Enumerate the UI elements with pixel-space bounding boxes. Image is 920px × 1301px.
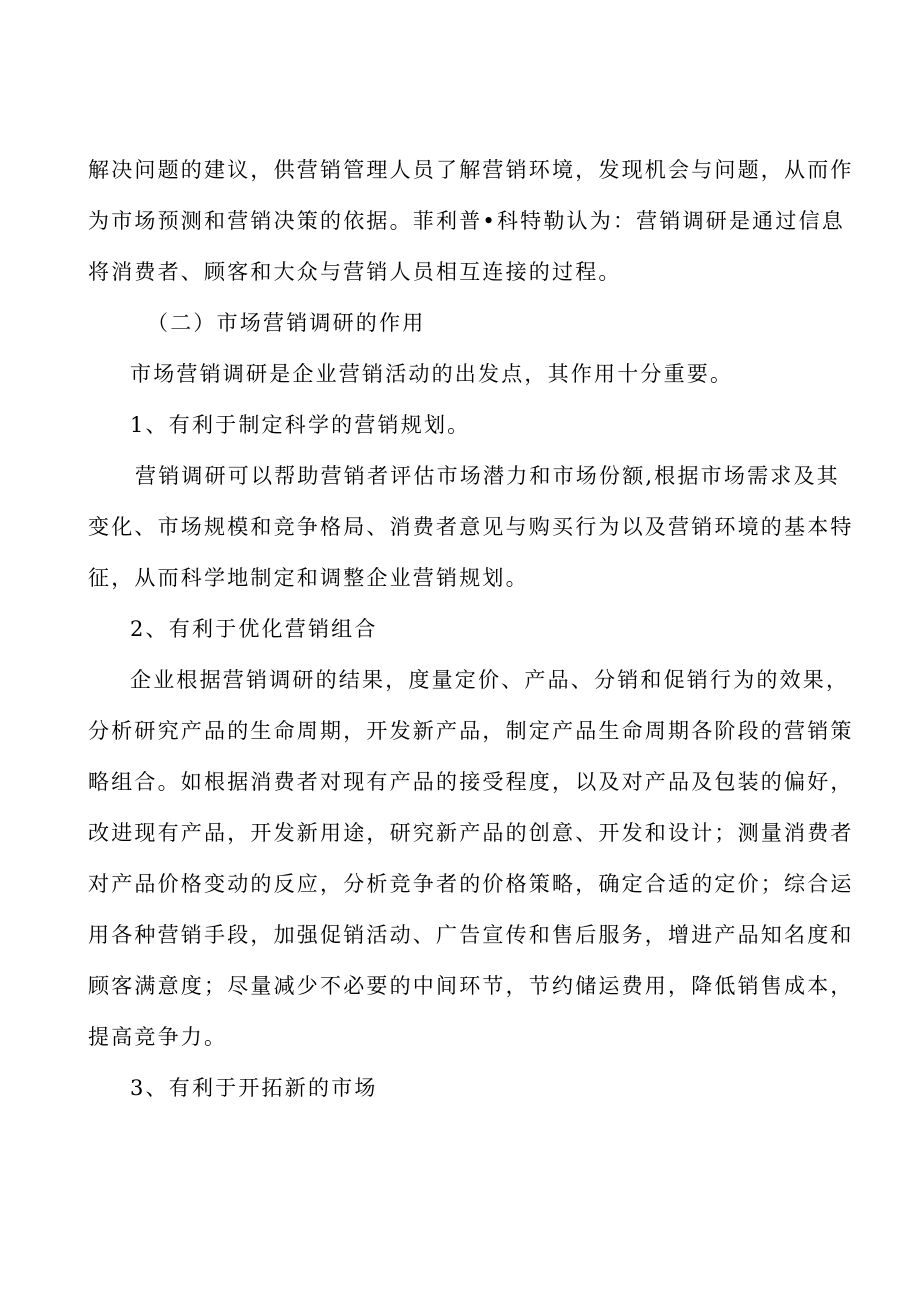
- item-title-1: 1、有利于制定科学的营销规划。: [130, 413, 471, 437]
- paragraph-line: 为市场预测和营销决策的依据。菲利普•科特勒认为：营销调研是通过信息: [88, 209, 845, 233]
- paragraph-line: 分析研究产品的生命周期，开发新产品，制定产品生命周期各阶段的营销策: [88, 719, 854, 743]
- paragraph-line: 改进现有产品，开发新用途，研究新产品的创意、开发和设计；测量消费者: [88, 821, 854, 845]
- paragraph-line: 营销调研可以帮助营销者评估市场潜力和市场份额,根据市场需求及其: [135, 464, 840, 488]
- paragraph-line: 将消费者、顾客和大众与营销人员相互连接的过程。: [88, 260, 622, 284]
- item-title-2: 2、有利于优化营销组合: [130, 617, 378, 641]
- paragraph-line: 变化、市场规模和竞争格局、消费者意见与购买行为以及营销环境的基本特: [88, 515, 854, 539]
- section-heading: （二）市场营销调研的作用: [147, 311, 426, 335]
- paragraph-line: 顾客满意度；尽量减少不必要的中间环节，节约储运费用，降低销售成本，: [88, 974, 854, 998]
- paragraph-line: 解决问题的建议，供营销管理人员了解营销环境，发现机会与问题，从而作: [88, 158, 854, 182]
- paragraph-line: 提高竞争力。: [88, 1025, 228, 1049]
- paragraph-text: 市场营销调研是企业营销活动的出发点，其作用十分重要。: [130, 362, 734, 386]
- item-title-3: 3、有利于开拓新的市场: [130, 1076, 378, 1100]
- paragraph-line: 征，从而科学地制定和调整企业营销规划。: [88, 566, 529, 590]
- paragraph-line: 用各种营销手段，加强促销活动、广告宣传和售后服务，增进产品知名度和: [88, 923, 854, 947]
- paragraph-line: 企业根据营销调研的结果，度量定价、产品、分销和促销行为的效果，: [130, 668, 850, 692]
- paragraph-line: 对产品价格变动的反应，分析竞争者的价格策略，确定合适的定价；综合运: [88, 872, 854, 896]
- paragraph-line: 略组合。如根据消费者对现有产品的接受程度，以及对产品及包装的偏好，: [88, 770, 854, 794]
